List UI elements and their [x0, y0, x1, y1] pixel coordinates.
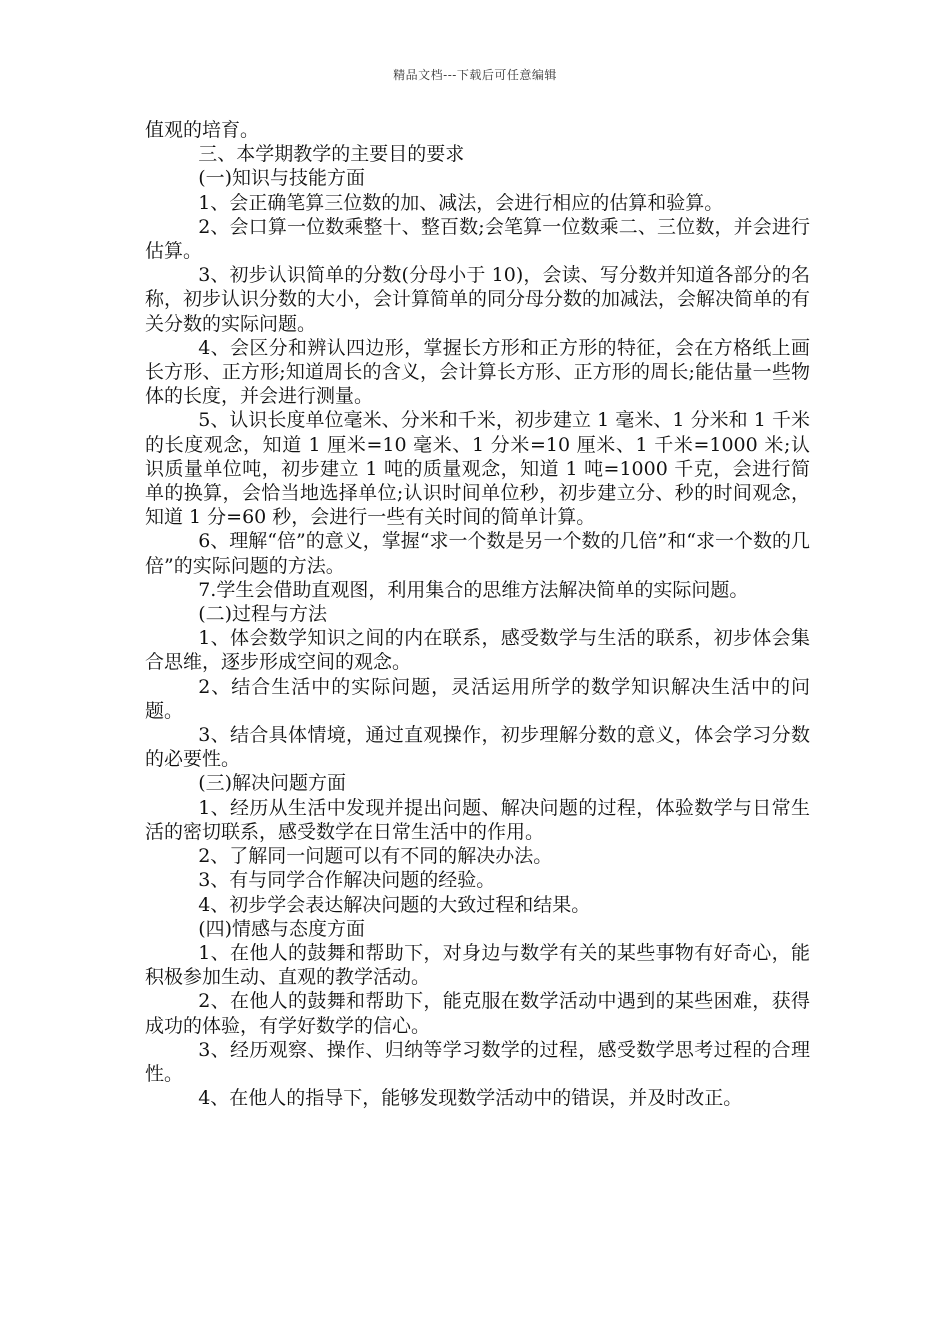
list-item: 6、理解“倍”的意义，掌握“求一个数是另一个数的几倍”和“求一个数的几倍”的实际问题的方法。: [145, 530, 810, 577]
paragraph-continuation: 值观的培育。: [145, 119, 260, 141]
list-item: 2、会口算一位数乘整十、整百数;会笔算一位数乘二、三位数，并会进行估算。: [145, 215, 810, 263]
list-item: 2、结合生活中的实际问题，灵活运用所学的数学知识解决生活中的问题。: [145, 675, 810, 722]
list-item: 3、结合具体情境，通过直观操作，初步理解分数的意义，体会学习分数的必要性。: [145, 724, 810, 771]
subsection-heading-knowledge-skills: (一)知识与技能方面: [198, 167, 366, 190]
list-item: 3、初步认识简单的分数(分母小于 10)，会读、写分数并知道各部分的名称，初步认识分数的大小，会计算简单的同分母分数的加减法，会解决简单的有关分数的实际问题。: [145, 264, 811, 335]
list-item: 4、在他人的指导下，能够发现数学活动中的错误，并及时改正。: [198, 1087, 743, 1110]
list-item: 1、会正确笔算三位数的加、减法，会进行相应的估算和验算。: [198, 191, 724, 214]
list-item: 1、经历从生活中发现并提出问题、解决问题的过程，体验数学与日常生活的密切联系，感受数学在日常生活中的作用。: [145, 796, 810, 843]
document-body: [145, 118, 810, 1110]
list-item: 3、经历观察、操作、归纳等学习数学的过程，感受数学思考过程的合理性。: [145, 1038, 810, 1085]
page-header: 精品文档---下载后可任意编辑: [393, 68, 557, 82]
list-item: 2、了解同一问题可以有不同的解决办法。: [198, 845, 553, 868]
list-item: 7.学生会借助直观图，利用集合的思维方法解决简单的实际问题。: [198, 578, 749, 601]
list-item: 4、会区分和辨认四边形，掌握长方形和正方形的特征，会在方格纸上画长方形、正方形;知道周长的含义，会计算长方形、正方形的周长;能估量一些物体的长度，并会进行测量。: [145, 336, 810, 408]
subsection-heading-problem-solving: (三)解决问题方面: [198, 772, 347, 795]
list-item: 4、初步学会表达解决问题的大致过程和结果。: [198, 893, 591, 916]
list-item: 2、在他人的鼓舞和帮助下，能克服在数学活动中遇到的某些困难，获得成功的体验，有学好数学的信心。: [145, 990, 810, 1037]
list-item: 1、体会数学知识之间的内在联系，感受数学与生活的联系，初步体会集合思维，逐步形成空间的观念。: [145, 627, 810, 674]
list-item: 1、在他人的鼓舞和帮助下，对身边与数学有关的某些事物有好奇心，能积极参加生动、直观的教学活动。: [145, 941, 810, 989]
list-item: 3、有与同学合作解决问题的经验。: [198, 869, 496, 892]
subsection-heading-emotion-attitude: (四)情感与态度方面: [198, 917, 366, 940]
list-item: 5、认识长度单位毫米、分米和千米，初步建立 1 毫米、1 分米和 1 千米的长度观念，知道 1 厘米=10 毫米、1 分米=10 厘米、1 千米=1000 米;认识质量单位吨，初步建立 1 吨的质量观念，知道 1 吨=1000 千克，会进行简单的换算，会恰当地选择单位;认识时间单位秒，初步建立分、秒的时间观念，知道 1 分=60 秒，会进行一些有关时间的简单计算。: [145, 409, 810, 529]
subsection-heading-process-methods: (二)过程与方法: [198, 603, 328, 626]
section-heading-objectives: 三、本学期教学的主要目的要求: [198, 143, 465, 166]
